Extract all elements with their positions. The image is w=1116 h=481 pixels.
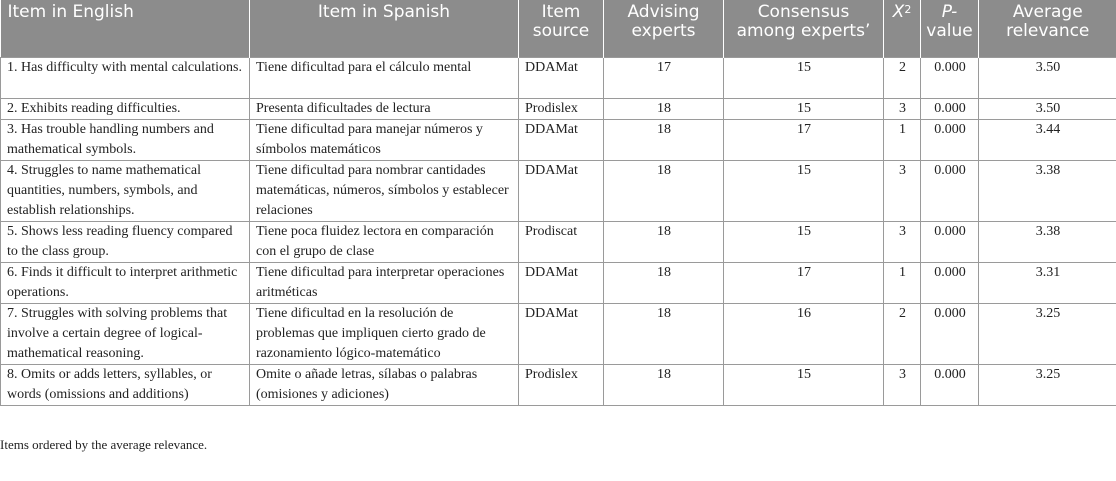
cell-item-spanish: Omite o añade letras, sílabas o palabras (omisiones y adiciones) [250, 365, 519, 406]
cell-consensus: 17 [724, 263, 884, 304]
cell-chi-square: 3 [884, 365, 921, 406]
header-chi-square: $X^2$ [884, 0, 921, 58]
header-item-english: Item in English [1, 0, 250, 58]
table-row [1, 304, 1116, 365]
cell-chi-square: 1 [884, 263, 921, 304]
table-row [1, 222, 1116, 263]
cell-chi-square: 3 [884, 99, 921, 120]
cell-advising-experts: 18 [604, 304, 724, 365]
table-row [1, 161, 1116, 222]
cell-consensus: 16 [724, 304, 884, 365]
cell-item-source: DDAMat [519, 161, 604, 222]
cell-item-spanish: Tiene dificultad para el cálculo mental [250, 58, 519, 99]
cell-p-value: 0.000 [921, 161, 979, 222]
header-average-relevance: Average relevance [979, 0, 1116, 58]
cell-item-english: 8. Omits or adds letters, syllables, or words (omissions and additions) [1, 365, 250, 406]
header-item-spanish: Item in Spanish [250, 0, 519, 58]
cell-item-source: DDAMat [519, 120, 604, 161]
cell-chi-square: 3 [884, 161, 921, 222]
cell-item-source: Prodislex [519, 365, 604, 406]
header-p-value: P- value [921, 0, 979, 58]
cell-advising-experts: 18 [604, 120, 724, 161]
cell-consensus: 17 [724, 120, 884, 161]
cell-advising-experts: 18 [604, 365, 724, 406]
cell-chi-square: 3 [884, 222, 921, 263]
cell-average-relevance: 3.50 [979, 58, 1116, 99]
table-row [1, 263, 1116, 304]
header-row [1, 0, 1116, 58]
cell-item-spanish: Tiene dificultad en la resolución de problemas que impliquen cierto grado de razonamiento lógico-matemático [250, 304, 519, 365]
table-footnote: Items ordered by the average relevance. [0, 437, 208, 452]
cell-p-value: 0.000 [921, 120, 979, 161]
cell-average-relevance: 3.31 [979, 263, 1116, 304]
cell-average-relevance: 3.25 [979, 304, 1116, 365]
table-row [1, 99, 1116, 120]
cell-item-spanish: Tiene poca fluidez lectora en comparación con el grupo de clase [250, 222, 519, 263]
cell-chi-square: 2 [884, 58, 921, 99]
header-consensus: Consensus among experts’ [724, 0, 884, 58]
cell-advising-experts: 18 [604, 161, 724, 222]
table-row [1, 58, 1116, 99]
cell-average-relevance: 3.38 [979, 222, 1116, 263]
cell-consensus: 15 [724, 161, 884, 222]
table-row [1, 365, 1116, 406]
cell-consensus: 15 [724, 222, 884, 263]
cell-advising-experts: 18 [604, 263, 724, 304]
cell-item-spanish: Presenta dificultades de lectura [250, 99, 519, 120]
cell-item-english: 6. Finds it difficult to interpret arithmetic operations. [1, 263, 250, 304]
cell-p-value: 0.000 [921, 222, 979, 263]
cell-item-spanish: Tiene dificultad para manejar números y símbolos matemáticos [250, 120, 519, 161]
cell-average-relevance: 3.44 [979, 120, 1116, 161]
cell-item-english: 3. Has trouble handling numbers and mathematical symbols. [1, 120, 250, 161]
cell-item-english: 1. Has difficulty with mental calculations. [1, 58, 250, 99]
cell-advising-experts: 17 [604, 58, 724, 99]
cell-consensus: 15 [724, 365, 884, 406]
header-item-source: Item source [519, 0, 604, 58]
cell-item-english: 7. Struggles with solving problems that involve a certain degree of logical-mathematical reasoning. [1, 304, 250, 365]
cell-average-relevance: 3.50 [979, 99, 1116, 120]
cell-consensus: 15 [724, 58, 884, 99]
cell-item-source: DDAMat [519, 263, 604, 304]
cell-advising-experts: 18 [604, 99, 724, 120]
cell-chi-square: 2 [884, 304, 921, 365]
table-row [1, 120, 1116, 161]
cell-p-value: 0.000 [921, 365, 979, 406]
cell-p-value: 0.000 [921, 99, 979, 120]
cell-advising-experts: 18 [604, 222, 724, 263]
cell-item-source: DDAMat [519, 58, 604, 99]
header-advising-experts: Advising experts [604, 0, 724, 58]
cell-p-value: 0.000 [921, 58, 979, 99]
cell-item-source: Prodiscat [519, 222, 604, 263]
cell-item-source: DDAMat [519, 304, 604, 365]
cell-item-english: 2. Exhibits reading difficulties. [1, 99, 250, 120]
cell-item-source: Prodislex [519, 99, 604, 120]
cell-p-value: 0.000 [921, 304, 979, 365]
cell-item-english: 5. Shows less reading fluency compared to the class group. [1, 222, 250, 263]
cell-item-english: 4. Struggles to name mathematical quantities, numbers, symbols, and establish relationships. [1, 161, 250, 222]
cell-item-spanish: Tiene dificultad para interpretar operaciones aritméticas [250, 263, 519, 304]
cell-average-relevance: 3.25 [979, 365, 1116, 406]
cell-average-relevance: 3.38 [979, 161, 1116, 222]
cell-chi-square: 1 [884, 120, 921, 161]
cell-consensus: 15 [724, 99, 884, 120]
cell-p-value: 0.000 [921, 263, 979, 304]
cell-item-spanish: Tiene dificultad para nombrar cantidades matemáticas, números, símbolos y establecer relaciones [250, 161, 519, 222]
